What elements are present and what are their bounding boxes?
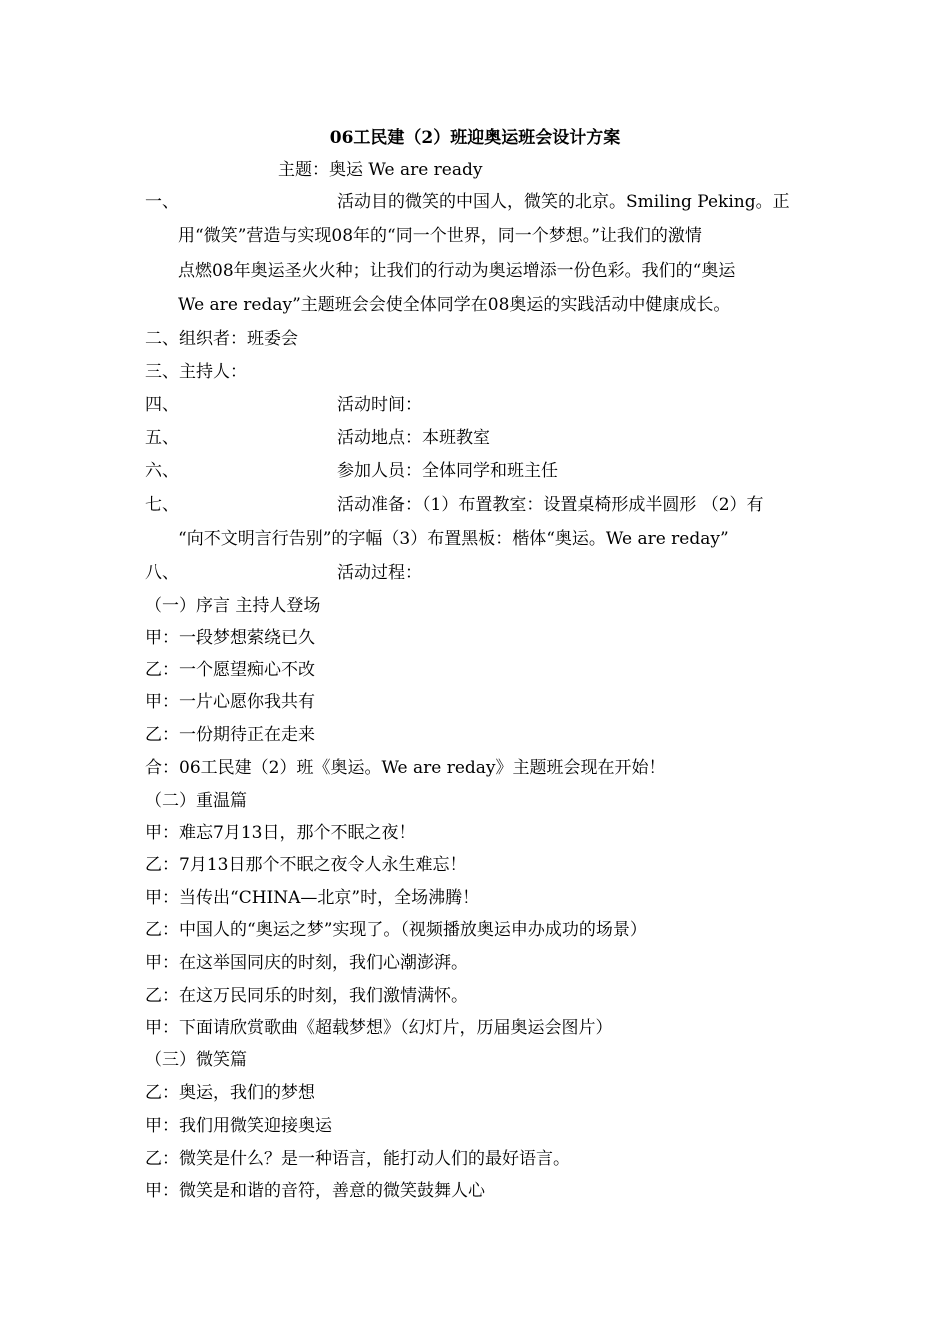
section-5-line [145, 426, 490, 450]
script-line: 甲：一片心愿你我共有 [145, 692, 315, 712]
script-line: 乙：奥运，我们的梦想 [145, 1083, 315, 1103]
section-number: 四、 [145, 395, 179, 415]
section-number: 七、 [145, 495, 179, 515]
script-line: （二）重温篇 [145, 791, 247, 811]
section-text: 活动时间： [337, 395, 422, 415]
script-line: 甲：一段梦想萦绕已久 [145, 628, 315, 648]
section-number: 八、 [145, 563, 179, 583]
script-line: 乙：7月13日那个不眠之夜令人永生难忘！ [145, 855, 467, 875]
section-1-line: 点燃08年奥运圣火火种；让我们的行动为奥运增添一份色彩。我们的“奥运 [178, 261, 736, 281]
section-6-line [145, 459, 558, 483]
document-title: 06工民建（2）班迎奥运班会设计方案 [329, 128, 621, 148]
script-line: （三）微笑篇 [145, 1050, 247, 1070]
script-line: 甲：当传出“CHINA—北京”时，全场沸腾！ [145, 888, 480, 908]
section-text: 活动地点：本班教室 [337, 428, 490, 448]
section-number: 五、 [145, 428, 179, 448]
section-7-first-line [145, 493, 764, 517]
section-8-line [145, 561, 422, 585]
section-1-first-line [145, 190, 790, 214]
script-line: 甲：微笑是和谐的音符，善意的微笑鼓舞人心 [145, 1181, 485, 1201]
section-1-line: We are reday”主题班会会使全体同学在08奥运的实践活动中健康成长。 [178, 295, 731, 315]
script-line: 乙：一份期待正在走来 [145, 725, 315, 745]
script-line: 甲：难忘7月13日，那个不眠之夜！ [145, 823, 416, 843]
section-text: 参加人员：全体同学和班主任 [337, 461, 558, 481]
script-line: 合：06工民建（2）班《奥运。We are reday》主题班会现在开始！ [145, 758, 666, 778]
script-line: 甲：在这举国同庆的时刻，我们心潮澎湃。 [145, 953, 468, 973]
section-text: 活动目的微笑的中国人，微笑的北京。Smiling Peking。正 [337, 192, 790, 212]
script-line: 乙：在这万民同乐的时刻，我们激情满怀。 [145, 986, 468, 1006]
section-3-line: 三、主持人： [145, 362, 247, 382]
section-text: 活动过程： [337, 563, 422, 583]
section-number: 六、 [145, 461, 179, 481]
section-7-line: “向不文明言行告别”的字幅（3）布置黑板：楷体“奥运。We are reday” [178, 529, 729, 549]
section-2-line: 二、组织者：班委会 [145, 329, 298, 349]
document-subtitle: 主题：奥运 We are ready [278, 160, 483, 180]
section-1-line: 用“微笑”营造与实现08年的“同一个世界，同一个梦想。”让我们的激情 [178, 226, 702, 246]
script-line: 甲：下面请欣赏歌曲《超载梦想》（幻灯片，历届奥运会图片） [145, 1018, 613, 1038]
script-line: 乙：一个愿望痴心不改 [145, 660, 315, 680]
script-line: 乙：微笑是什么？是一种语言，能打动人们的最好语言。 [145, 1149, 570, 1169]
section-text: 活动准备：（1）布置教室：设置桌椅形成半圆形 （2）有 [337, 495, 764, 515]
section-number: 一、 [145, 192, 179, 212]
script-line: 乙：中国人的“奥运之梦”实现了。（视频播放奥运申办成功的场景） [145, 920, 647, 940]
section-4-line [145, 393, 422, 417]
script-line: 甲：我们用微笑迎接奥运 [145, 1116, 332, 1136]
script-line: （一）序言 主持人登场 [145, 596, 321, 616]
